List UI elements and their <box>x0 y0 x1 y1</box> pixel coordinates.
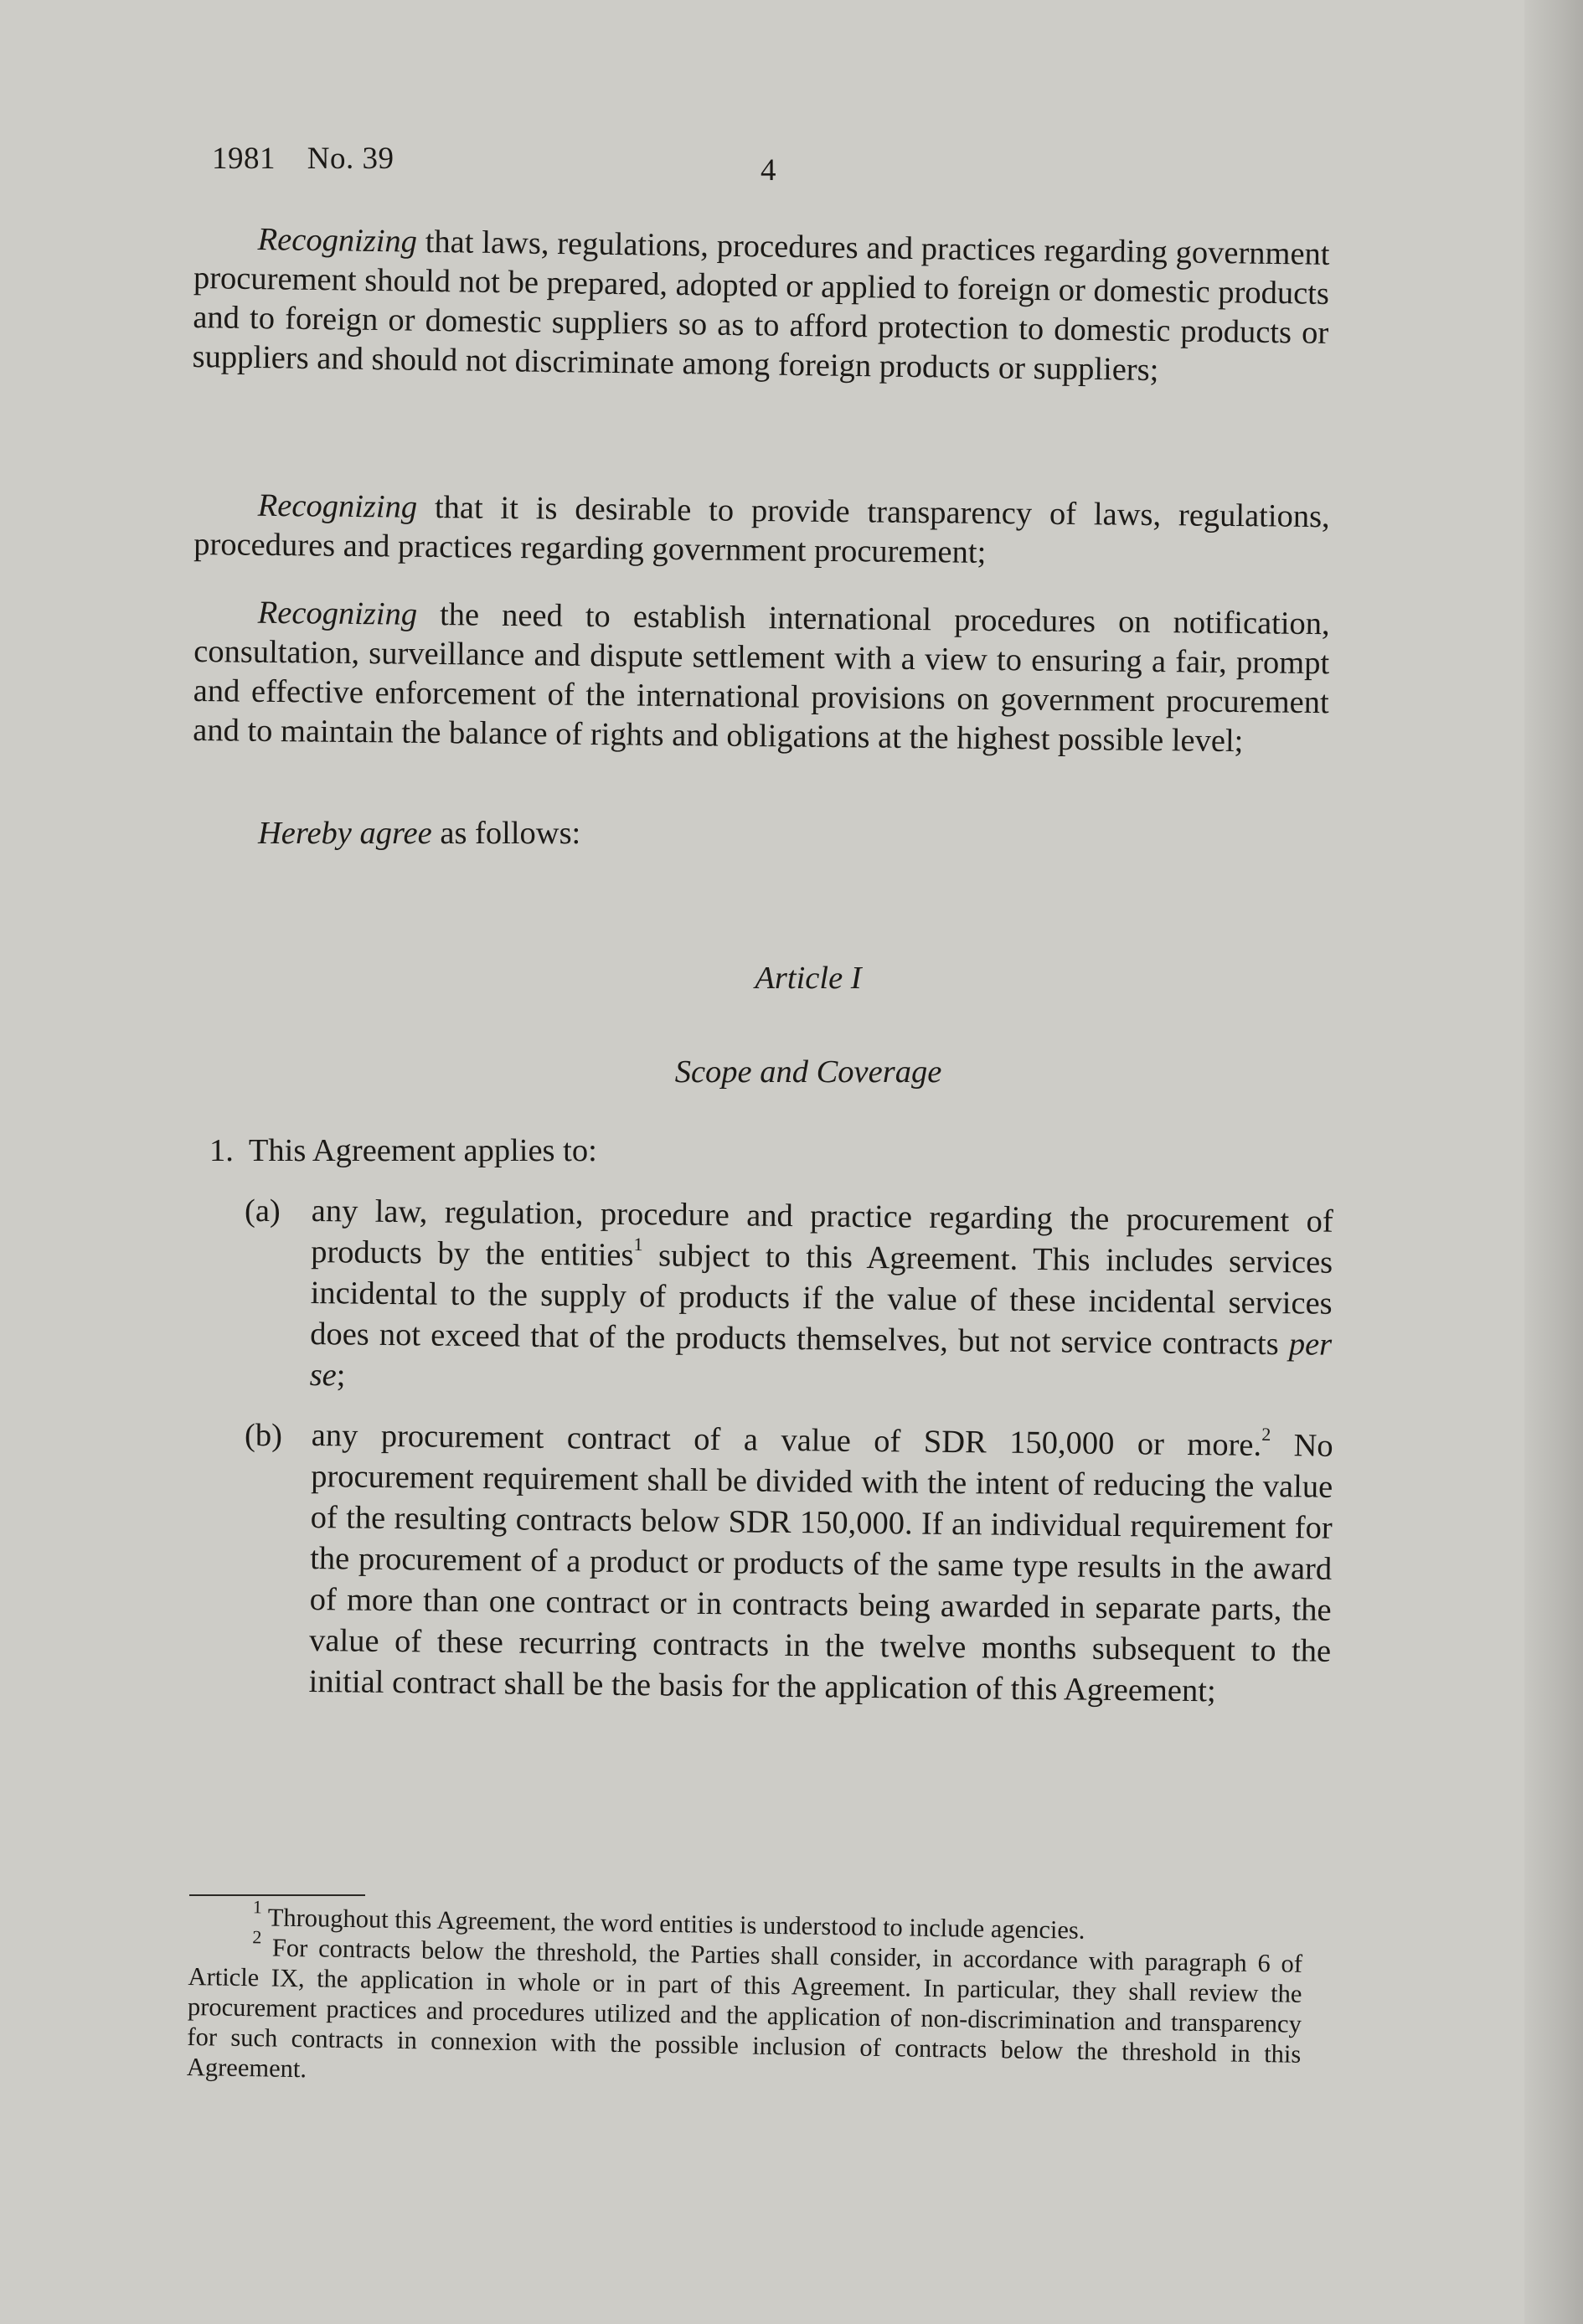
preamble-paragraph-4 <box>258 814 580 853</box>
article-title: Article I <box>755 961 862 996</box>
paragraph-1-text: This Agreement applies to: <box>248 1133 597 1168</box>
item-a-text-after: subject to this Agreement. This includes services incidental to the supply of products if the value of these incidental services does not exceed that of the products themselves, but not service contracts <box>309 1238 1333 1363</box>
footnote-ref-1: 1 <box>633 1234 643 1255</box>
item-b-text-after: No procurement requirement shall be divided with the intent of reducing the value of the resulting contracts below SDR 150,000. If an individual requirement for the procurement of a product or products of the same type results in the award of more than one contract or in contracts being awarded in separate parts, the value of these recurring contracts in the twelve months subsequent to the initial contract shall be the basis for the application of this Agreement; <box>308 1427 1333 1709</box>
paragraph-1 <box>209 1132 597 1169</box>
item-b-marker: (b) <box>245 1418 282 1453</box>
footnote-ref-2: 2 <box>1261 1424 1271 1445</box>
preamble-lead-1: Recognizing <box>257 222 418 260</box>
preamble-paragraph-3 <box>193 593 1330 762</box>
page-number: 4 <box>761 153 776 188</box>
paragraph-1-number: 1. <box>209 1133 234 1168</box>
preamble-text-3: the need to establish international procedures on notification, consultation, surveillance and dispute settlement with a view to ensuring a fair, prompt and effective enforcement of the international provisions on government procurement and to maintain the balance of rights and obligations at the highest possible level; <box>193 596 1330 760</box>
footnotes <box>186 1896 1303 2100</box>
preamble-text-4: as follows: <box>431 816 581 851</box>
preamble-text-2: that it is desirable to provide transparency of laws, regulations, procedures and practices regarding government procurement; <box>193 489 1330 570</box>
item-b-body <box>308 1415 1333 1713</box>
list-item-b <box>245 1415 1333 1709</box>
footnote-divider <box>189 1894 365 1896</box>
item-a-end: ; <box>336 1358 346 1394</box>
preamble-lead-2: Recognizing <box>257 487 418 525</box>
article-subtitle: Scope and Coverage <box>674 1054 942 1090</box>
list-item-a <box>245 1191 1333 1396</box>
page-header <box>212 141 394 177</box>
footnote-1-mark: 1 <box>252 1896 263 1918</box>
preamble-lead-4: Hereby agree <box>258 816 432 851</box>
header-year: 1981 <box>212 142 276 176</box>
header-number: No. 39 <box>307 142 394 176</box>
item-a-text-before: any law, regulation, procedure and practice regarding the procurement of products by the entities <box>311 1193 1333 1274</box>
footnote-2-text: For contracts below the threshold, the Parties shall consider, in accordance with paragraph 6 of Article IX, the application in whole or in part of this Agreement. In particular, they shall review the procurement practices and procedures utilized and the application of non-discrimination and transparency for such contracts in connexion with the possible inclusion of contracts below the threshold in this Agreement. <box>186 1933 1303 2084</box>
item-a-marker: (a) <box>245 1193 281 1229</box>
item-a-body <box>309 1191 1333 1407</box>
footnote-1-text: Throughout this Agreement, the word entities is understood to include agencies. <box>261 1903 1085 1945</box>
preamble-paragraph-1 <box>192 219 1329 393</box>
footnote-2-mark: 2 <box>252 1926 262 1948</box>
page-edge-shadow <box>1524 0 1583 2324</box>
preamble-paragraph-2 <box>193 486 1330 576</box>
item-b-text-before: any procurement contract of a value of SDR 150,000 or more. <box>311 1417 1262 1463</box>
preamble-lead-3: Recognizing <box>257 595 418 632</box>
preamble-text-1: that laws, regulations, procedures and practices regarding government procurement should not be prepared, adopted or applied to foreign or domestic products and to foreign or domestic suppliers so as to afford protection to domestic products or suppliers and should not discriminate among foreign products or suppliers; <box>192 224 1330 389</box>
item-a-italic-tail: per se <box>309 1327 1333 1394</box>
footnote-2 <box>186 1926 1303 2100</box>
